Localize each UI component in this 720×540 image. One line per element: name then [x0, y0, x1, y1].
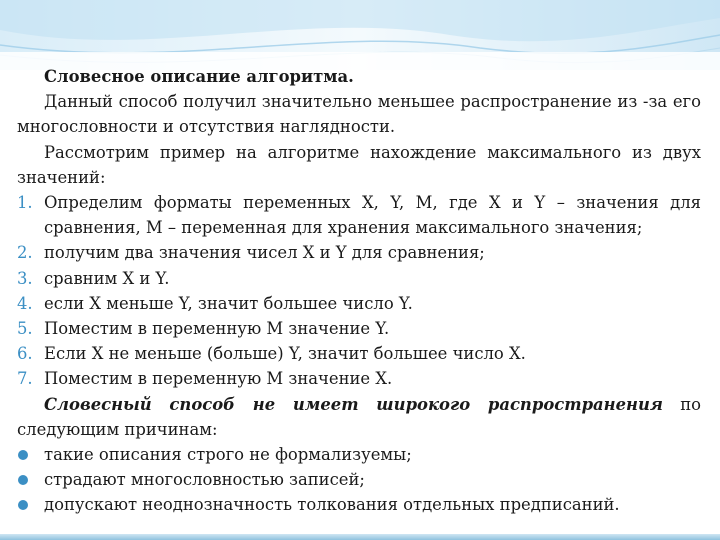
conclusion-paragraph: [17, 392, 701, 442]
list-item: [17, 266, 701, 291]
step-text: Если X не меньше (больше) Y, значит большее число X.: [44, 344, 526, 364]
list-item: [17, 442, 701, 467]
step-number: 4.: [17, 293, 33, 313]
bullet-icon: [18, 475, 28, 485]
intro-paragraph: Данный способ получил значительно меньшее распространение из -за его многословности и отсутствия наглядности.: [17, 92, 701, 137]
step-text: Поместим в переменную M значение X.: [44, 369, 393, 389]
list-item: [17, 240, 701, 265]
list-item: [17, 291, 701, 316]
reason-text: страдают многословностью записей;: [44, 470, 365, 490]
step-text: получим два значения чисел X и Y для сравнения;: [44, 243, 485, 263]
slide-content: [17, 64, 701, 518]
list-item: [17, 316, 701, 341]
step-number: 6.: [17, 344, 33, 364]
step-number: 2.: [17, 243, 33, 263]
wave-decoration: [0, 0, 720, 70]
reasons-list: [17, 442, 701, 518]
step-text: если X меньше Y, значит большее число Y.: [44, 293, 413, 313]
list-item: [17, 366, 701, 391]
list-item: [17, 467, 701, 492]
step-text: Поместим в переменную M значение Y.: [44, 319, 390, 339]
step-number: 3.: [17, 268, 33, 288]
list-item: [17, 341, 701, 366]
decorative-footer-line: [0, 534, 720, 540]
step-number: 5.: [17, 319, 33, 339]
step-number: 1.: [17, 193, 33, 213]
example-intro-paragraph: Рассмотрим пример на алгоритме нахождение максимального из двух значений:: [17, 142, 701, 187]
conclusion-rest: по следующим причинам:: [17, 394, 701, 439]
step-text: сравним X и Y.: [44, 268, 170, 288]
step-number: 7.: [17, 369, 33, 389]
decorative-header-band: [0, 0, 720, 70]
list-item: [17, 190, 701, 240]
bullet-icon: [18, 450, 28, 460]
list-item: [17, 492, 701, 517]
reason-text: допускают неоднозначность толкования отдельных предписаний.: [44, 495, 620, 515]
reason-text: такие описания строго не формализуемы;: [44, 445, 412, 465]
algorithm-steps-list: [17, 190, 701, 392]
slide-heading: Словесное описание алгоритма.: [44, 67, 354, 86]
step-text: Определим форматы переменных X, Y, M, где X и Y – значения для сравнения, M – переменная для хранения максимального значения;: [44, 193, 701, 238]
conclusion-emphasis: Словесный способ не имеет широкого распространения: [44, 394, 663, 414]
bullet-icon: [18, 500, 28, 510]
